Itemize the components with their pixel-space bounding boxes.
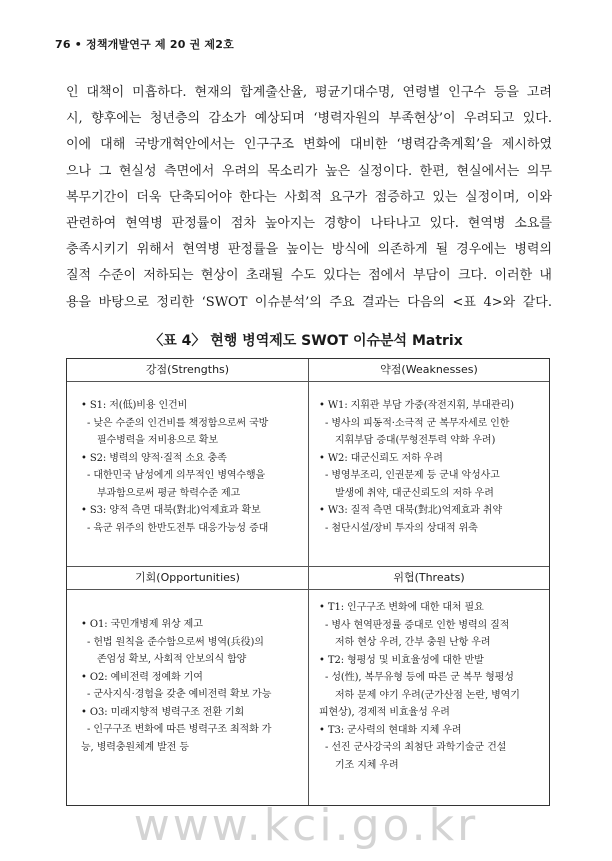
swot-item-heading: • W3: 질적 측면 대북(對北)억제효과 취약 <box>319 505 503 516</box>
weaknesses-list <box>319 397 549 537</box>
body-line: 충족시키기 위해서 현역병 판정률을 높이는 방식에 의존하게 될 경우에는 병력의 <box>66 242 552 258</box>
swot-item-detail: - 인구구조 변화에 따른 병력구조 최적화 가 <box>87 724 272 735</box>
body-line: 질적 수준이 저하되는 현상이 초래될 수도 있다는 점에서 부담이 크다. 이러한 내 <box>66 268 552 284</box>
swot-item-detail: - 육군 위주의 한반도전투 대응가능성 증대 <box>87 522 269 534</box>
swot-item-detail: - 병사의 피동적·소극적 군 복무자세로 인한 <box>325 417 510 429</box>
swot-item-detail: - 병사 현역판정률 증대로 인한 병력의 질적 <box>325 619 510 631</box>
swot-item-heading: • S3: 양적 측면 대북(對北)억제효과 확보 <box>81 505 261 516</box>
strengths-cell <box>81 397 306 537</box>
body-line: 으나 그 현실성 측면에서 우려의 목소리가 높은 실정이다. 한편, 현실에서는 의무 <box>66 163 552 179</box>
threats-cell <box>319 599 549 774</box>
swot-item-detail: 기조 지체 우려 <box>335 759 399 771</box>
swot-item-heading: • T2: 형평성 및 비효율성에 대한 반발 <box>319 654 484 666</box>
weaknesses-cell <box>319 397 549 537</box>
swot-item-detail: 부과함으로써 평균 학력수준 제고 <box>97 487 241 499</box>
swot-item-heading: • S2: 병력의 양적·질적 소요 충족 <box>81 452 227 464</box>
body-line: 복무기간이 더욱 단축되어야 한다는 사회적 요구가 점증하고 있는 실정이며, 이와 <box>66 189 552 205</box>
swot-item-detail: 필수병력을 저비용으로 확보 <box>97 435 218 446</box>
body-line: 이에 대해 국방개혁안에서는 인구구조 변화에 대비한 ‘병력감축계획’을 제시하였 <box>66 137 552 153</box>
swot-matrix-table <box>66 358 550 806</box>
swot-item-detail: - 대한민국 남성에게 의무적인 병역수행을 <box>87 470 266 481</box>
swot-item-detail: - 헌법 원칙을 준수함으로써 병역(兵役)의 <box>87 636 264 648</box>
body-paragraph <box>66 80 552 316</box>
swot-item-detail: 저하 현상 우려, 간부 충원 난항 우려 <box>335 637 491 648</box>
swot-item-heading: • O2: 예비전력 정예화 기여 <box>81 671 203 683</box>
swot-item-heading: • O3: 미래지향적 병력구조 전환 기회 <box>81 706 245 718</box>
swot-item-heading: • O1: 국민개병제 위상 제고 <box>81 619 203 630</box>
swot-item-detail: - 첨단시설/장비 투자의 상대적 위축 <box>325 522 478 534</box>
running-head: 76 • 정책개발연구 제 20 권 제2호 <box>55 38 234 51</box>
swot-item-detail: - 낮은 수준의 인건비를 책정함으로써 국방 <box>87 417 269 429</box>
table-caption: 〈표 4〉 현행 병역제도 SWOT 이슈분석 Matrix <box>149 333 463 349</box>
strengths-list <box>81 397 306 537</box>
swot-item-detail: 피현상), 경제적 비효율성 우려 <box>319 707 450 718</box>
strengths-header: 강점(Strengths) <box>67 359 308 382</box>
swot-item-heading: • W2: 대군신뢰도 저하 우려 <box>319 452 443 464</box>
swot-item-detail: - 병영부조리, 인권문제 등 군내 악성사고 <box>325 470 500 481</box>
swot-item-detail: - 성(性), 복무유형 등에 따른 군 복무 형평성 <box>325 672 514 683</box>
opportunities-list <box>81 616 306 756</box>
swot-item-heading: • T3: 군사력의 현대화 지체 우려 <box>319 724 462 736</box>
swot-item-heading: • T1: 인구구조 변화에 대한 대처 필요 <box>319 602 484 613</box>
watermark: www.kci.go.kr <box>133 800 479 851</box>
swot-item-detail: 지휘부담 증대(무형전투력 약화 우려) <box>335 435 496 446</box>
swot-item-heading: • W1: 지휘관 부담 가중(작전지휘, 부대관리) <box>319 400 514 411</box>
weaknesses-header: 약점(Weaknesses) <box>309 359 549 382</box>
body-line: 용을 바탕으로 정리한 ‘SWOT 이슈분석’의 주요 결과는 다음의 <표 4>와 같다. <box>66 294 552 310</box>
swot-item-detail: - 선진 군사강국의 최첨단 과학기술군 건설 <box>325 742 507 753</box>
body-line: 시, 향후에는 청년층의 감소가 예상되며 ‘병력자원의 부족현상’이 우려되고 있다. <box>66 111 552 127</box>
swot-item-detail: 저하 문제 야기 우려(군가산점 논란, 병역기 <box>335 689 520 701</box>
threats-header: 위협(Threats) <box>309 567 549 590</box>
swot-item-heading: • S1: 저(低)비용 인건비 <box>81 400 188 411</box>
threats-list <box>319 599 549 774</box>
opportunities-cell <box>81 616 306 756</box>
swot-item-detail: 발생에 취약, 대군신뢰도의 저하 우려 <box>335 487 494 499</box>
body-line: 관련하여 현역병 판정률이 점차 높아지는 경향이 나타나고 있다. 현역병 소요를 <box>66 216 552 232</box>
swot-item-detail: - 군사지식·경험을 갖춘 예비전력 확보 가능 <box>87 689 272 700</box>
body-line: 인 대책이 미흡하다. 현재의 합계출산율, 평균기대수명, 연령별 인구수 등을 고려 <box>66 85 552 100</box>
swot-item-detail: 능, 병력충원체계 발전 등 <box>81 741 189 753</box>
opportunities-header: 기회(Opportunities) <box>67 567 308 590</box>
swot-item-detail: 존엄성 확보, 사회적 안보의식 함양 <box>97 654 247 665</box>
